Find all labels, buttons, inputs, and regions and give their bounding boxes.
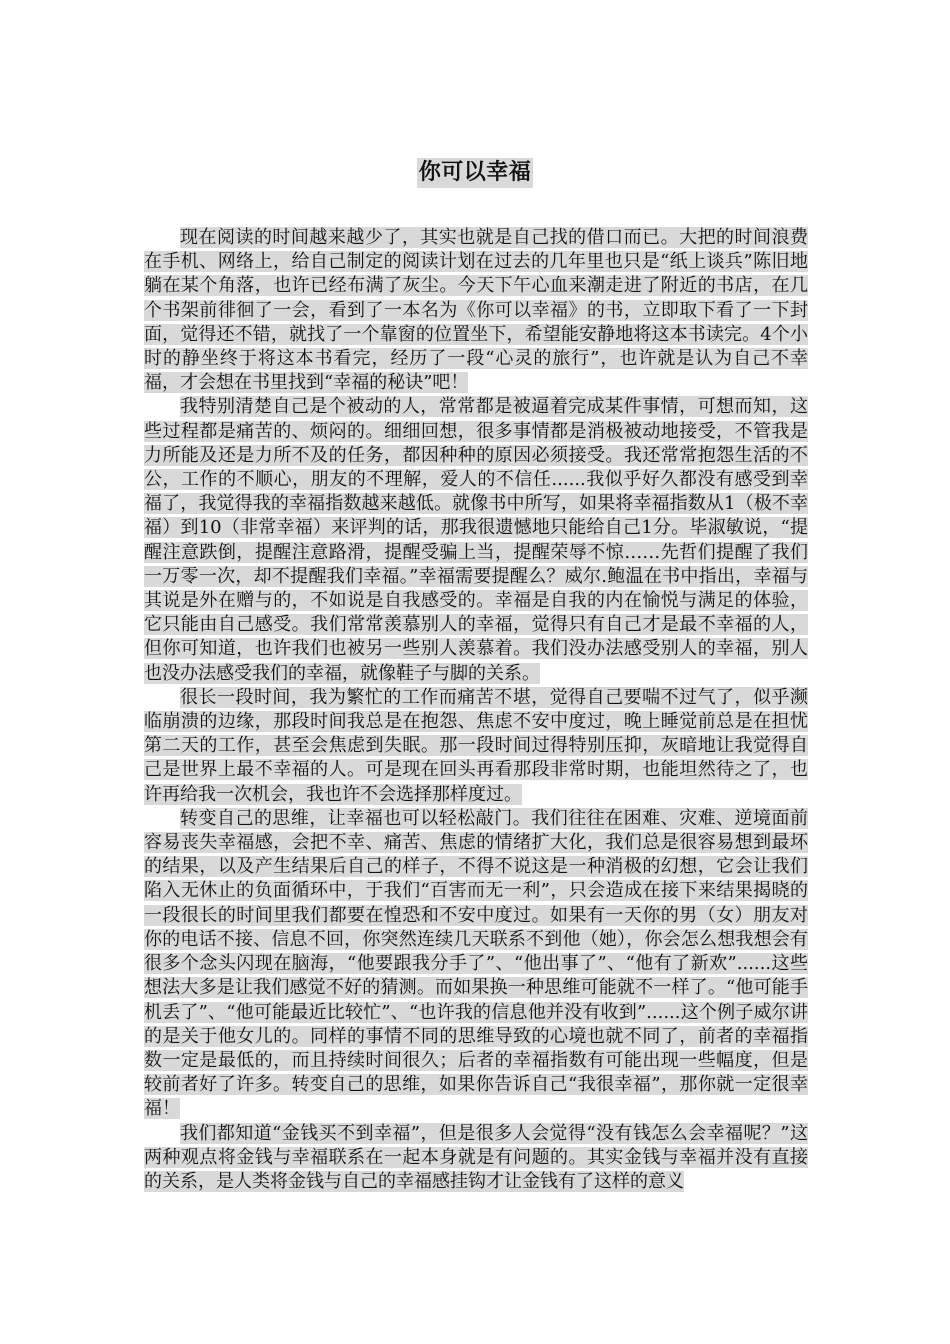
paragraph-5 xyxy=(144,1122,808,1195)
paragraph-2 xyxy=(144,395,808,685)
paragraph-1 xyxy=(144,226,808,395)
paragraph-5-text: 我们都知道“金钱买不到幸福”，但是很多人会觉得“没有钱怎么会幸福呢？”这两种观点将金钱与幸福联系在一起本身就是有问题的。其实金钱与幸福并没有直接的关系，是人类将金钱与自己的幸福感挂钩才让金钱有了这样的意义 xyxy=(144,1122,808,1192)
paragraph-1-text: 现在阅读的时间越来越少了，其实也就是自己找的借口而已。大把的时间浪费在手机、网络上，给自己制定的阅读计划在过去的几年里也只是“纸上谈兵”陈旧地躺在某个角落，也许已经布满了灰尘。今天下午心血来潮走进了附近的书店，在几个书架前徘徊了一会，看到了一本名为《你可以幸福》的书，立即取下看了一下封面，觉得还不错，就找了一个靠窗的位置坐下，希望能安静地将这本书读完。4个小时的静坐终于将这本书看完，经历了一段“心灵的旅行”，也许就是认为自己不幸福，才会想在书里找到“幸福的秘诀”吧！ xyxy=(144,227,808,394)
title-container xyxy=(0,158,950,188)
paragraph-2-text: 我特别清楚自己是个被动的人，常常都是被逼着完成某件事情，可想而知，这些过程都是痛苦的、烦闷的。细细回想，很多事情都是消极被动地接受，不管我是力所能及还是力所不及的任务，都因种种的原因必须接受。我还常常抱怨生活的不公，工作的不顺心，朋友的不理解，爱人的不信任......我似乎好久都没有感受到幸福了，我觉得我的幸福指数越来越低。就像书中所写，如果将幸福指数从1（极不幸福）到10（非常幸福）来评判的话，那我很遗憾地只能给自己1分。毕淑敏说，“提醒注意跌倒，提醒注意路滑，提醒受骗上当，提醒荣辱不惊……先哲们提醒了我们一万零一次，却不提醒我们幸福。”幸福需要提醒么？威尔.鲍温在书中指出，幸福与其说是外在赠与的，不如说是自我感受的。幸福是自我的内在愉悦与满足的体验，它只能由自己感受。我们常常羡慕别人的幸福，觉得只有自己才是最不幸福的人，但你可知道，也许我们也被另一些别人羡慕着。我们没办法感受别人的幸福，别人也没办法感受我们的幸福，就像鞋子与脚的关系。 xyxy=(144,396,808,684)
paragraph-3-text: 很长一段时间，我为繁忙的工作而痛苦不堪，觉得自己要喘不过气了，似乎濒临崩溃的边缘，那段时间我总是在抱怨、焦虑不安中度过，晚上睡觉前总是在担忧第二天的工作，甚至会焦虑到失眠。那一段时间过得特别压抑，灰暗地让我觉得自己是世界上最不幸福的人。可是现在回头再看那段非常时期，也能坦然待之了，也许再给我一次机会，我也许不会选择那样度过。 xyxy=(144,686,808,805)
paragraph-4 xyxy=(144,807,808,1122)
document-title: 你可以幸福 xyxy=(417,158,534,188)
document-body xyxy=(144,226,808,1194)
paragraph-4-text: 转变自己的思维，让幸福也可以轻松敲门。我们往往在困难、灾难、逆境面前容易丧失幸福感，会把不幸、痛苦、焦虑的情绪扩大化，我们总是很容易想到最坏的结果，以及产生结果后自己的样子，不得不说这是一种消极的幻想，它会让我们陷入无休止的负面循环中，于我们“百害而无一利”，只会造成在接下来结果揭晓的一段很长的时间里我们都要在惶恐和不安中度过。如果有一天你的男（女）朋友对你的电话不接、信息不回，你突然连续几天联系不到他（她），你会怎么想我想会有很多个念头闪现在脑海，“他要跟我分手了”、“他出事了”、“他有了新欢”......这些想法大多是让我们感觉不好的猜测。而如果换一种思维可能就不一样了。“他可能手机丢了”、“他可能最近比较忙”、“也许我的信息他并没有收到”......这个例子威尔讲的是关于他女儿的。同样的事情不同的思维导致的心境也就不同了，前者的幸福指数一定是最低的，而且持续时间很久；后者的幸福指数有可能出现一些幅度，但是较前者好了许多。转变自己的思维，如果你告诉自己“我很幸福”，那你就一定很幸福！ xyxy=(144,807,808,1120)
paragraph-3 xyxy=(144,686,808,807)
